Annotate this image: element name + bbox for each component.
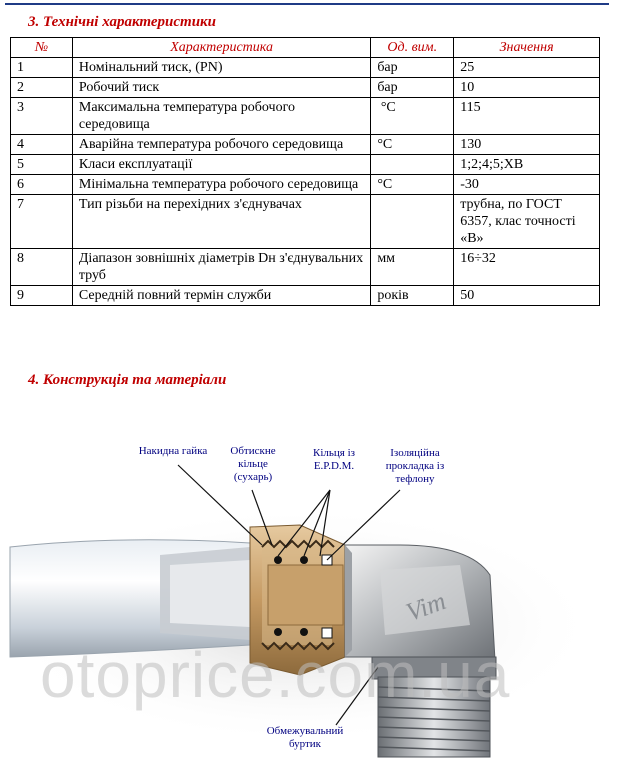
row-number: 6 (11, 175, 73, 195)
table-row (11, 286, 600, 306)
section-3-title: 3. Технічні характеристики (28, 14, 216, 30)
specs-table (10, 37, 600, 306)
callout-nut: Накидна гайка (138, 445, 208, 457)
row-number: 2 (11, 78, 73, 98)
row-unit: °C (371, 98, 454, 135)
row-unit (371, 195, 454, 249)
table-row (11, 135, 600, 155)
table-row (11, 195, 600, 249)
watermark: otoprice.com.ua (40, 639, 511, 711)
table-row (11, 98, 600, 135)
callout-teflon-gasket: Ізоляційна прокладка із тефлону (385, 447, 445, 485)
row-unit: років (371, 286, 454, 306)
callout-limiting-collar: Обмежувальний буртик (266, 725, 344, 750)
top-rule (5, 3, 609, 5)
row-number: 1 (11, 58, 73, 78)
row-unit: мм (371, 249, 454, 286)
row-name: Робочий тиск (72, 78, 370, 98)
row-number: 3 (11, 98, 73, 135)
row-number: 5 (11, 155, 73, 175)
row-number: 4 (11, 135, 73, 155)
row-unit: °C (371, 135, 454, 155)
row-name: Максимальна температура робочого середовища (72, 98, 370, 135)
header-number: № (11, 38, 73, 58)
row-value: 10 (454, 78, 600, 98)
row-unit: бар (371, 78, 454, 98)
table-row (11, 58, 600, 78)
header-value: Значення (454, 38, 600, 58)
row-value: 16÷32 (454, 249, 600, 286)
row-name: Аварійна температура робочого середовища (72, 135, 370, 155)
row-unit: °C (371, 175, 454, 195)
table-row (11, 155, 600, 175)
table-row (11, 175, 600, 195)
row-name: Тип різьби на перехідних з'єднувачах (72, 195, 370, 249)
row-value: 1;2;4;5;ХВ (454, 155, 600, 175)
row-value: -30 (454, 175, 600, 195)
table-row (11, 249, 600, 286)
row-value: 50 (454, 286, 600, 306)
row-number: 9 (11, 286, 73, 306)
table-row (11, 78, 600, 98)
row-name: Класи експлуатації (72, 155, 370, 175)
section-4-title: 4. Конструкція та матеріали (28, 372, 227, 388)
row-number: 7 (11, 195, 73, 249)
row-unit (371, 155, 454, 175)
row-value: 130 (454, 135, 600, 155)
row-value: 25 (454, 58, 600, 78)
row-name: Діапазон зовнішніх діаметрів Dн з'єднувальних труб (72, 249, 370, 286)
row-value: 115 (454, 98, 600, 135)
row-number: 8 (11, 249, 73, 286)
row-value: трубна, по ГОСТ 6357, клас точності «В» (454, 195, 600, 249)
header-characteristic: Характеристика (72, 38, 370, 58)
table-header-row (11, 38, 600, 58)
row-name: Номінальний тиск, (PN) (72, 58, 370, 78)
row-name: Середній повний термін служби (72, 286, 370, 306)
fitting-marking: Vim (402, 586, 450, 628)
row-unit: бар (371, 58, 454, 78)
callout-compression-ring: Обтискне кільце (сухарь) (230, 445, 276, 483)
callout-epdm-rings: Кільця із E.P.D.M. (313, 447, 355, 472)
header-unit: Од. вим. (371, 38, 454, 58)
row-name: Мінімальна температура робочого середовища (72, 175, 370, 195)
